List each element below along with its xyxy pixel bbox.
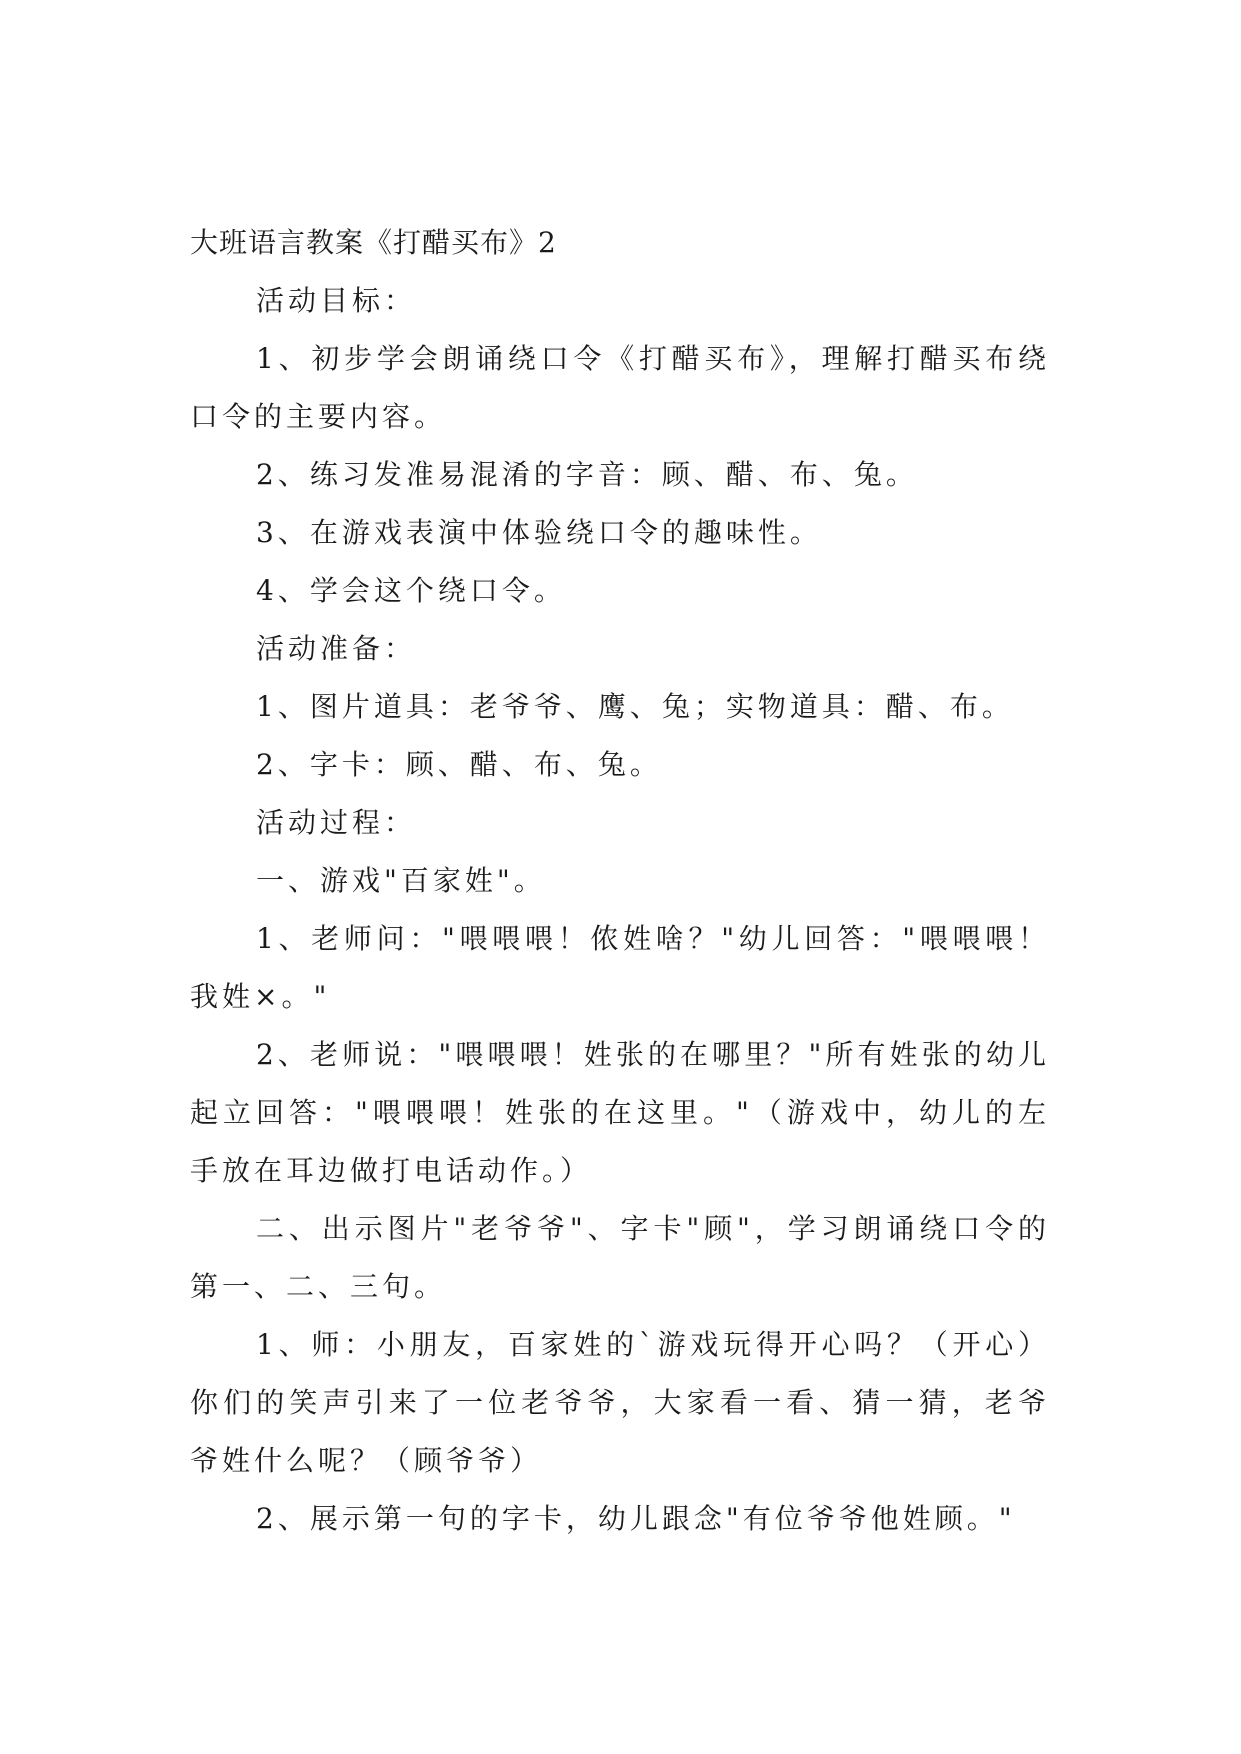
paragraph: 活动准备： (256, 632, 417, 665)
paragraph: 2、字卡：顾、醋、布、兔。 (256, 748, 662, 781)
paragraph: 3、在游戏表演中体验绕口令的趣味性。 (256, 516, 822, 549)
paragraph: 1、师：小朋友，百家姓的`游戏玩得开心吗？（开心）你们的笑声引来了一位老爷爷，大家看一看、猜一猜，老爷爷姓什么呢？（顾爷爷） (190, 1328, 1050, 1477)
paragraph: 1、图片道具：老爷爷、鹰、兔；实物道具：醋、布。 (256, 690, 1014, 723)
paragraph: 2、老师说："喂喂喂！姓张的在哪里？"所有姓张的幼儿起立回答："喂喂喂！姓张的在这里。"（游戏中，幼儿的左手放在耳边做打电话动作。） (190, 1038, 1050, 1187)
paragraph: 二、出示图片"老爷爷"、字卡"顾"，学习朗诵绕口令的第一、二、三句。 (190, 1212, 1050, 1303)
document-page (190, 214, 1050, 1548)
paragraph: 活动过程： (256, 806, 417, 839)
paragraph: 活动目标： (256, 284, 417, 317)
paragraph: 1、初步学会朗诵绕口令《打醋买布》，理解打醋买布绕口令的主要内容。 (190, 342, 1050, 433)
paragraph: 一、游戏"百家姓"。 (256, 864, 546, 897)
paragraph: 1、老师问："喂喂喂！侬姓啥？"幼儿回答："喂喂喂！我姓×。" (190, 922, 1050, 1013)
document-title: 大班语言教案《打醋买布》2 (190, 226, 557, 259)
paragraph: 2、练习发准易混淆的字音：顾、醋、布、兔。 (256, 458, 918, 491)
paragraph: 4、学会这个绕口令。 (256, 574, 566, 607)
paragraph: 2、展示第一句的字卡，幼儿跟念"有位爷爷他姓顾。" (256, 1502, 1016, 1535)
